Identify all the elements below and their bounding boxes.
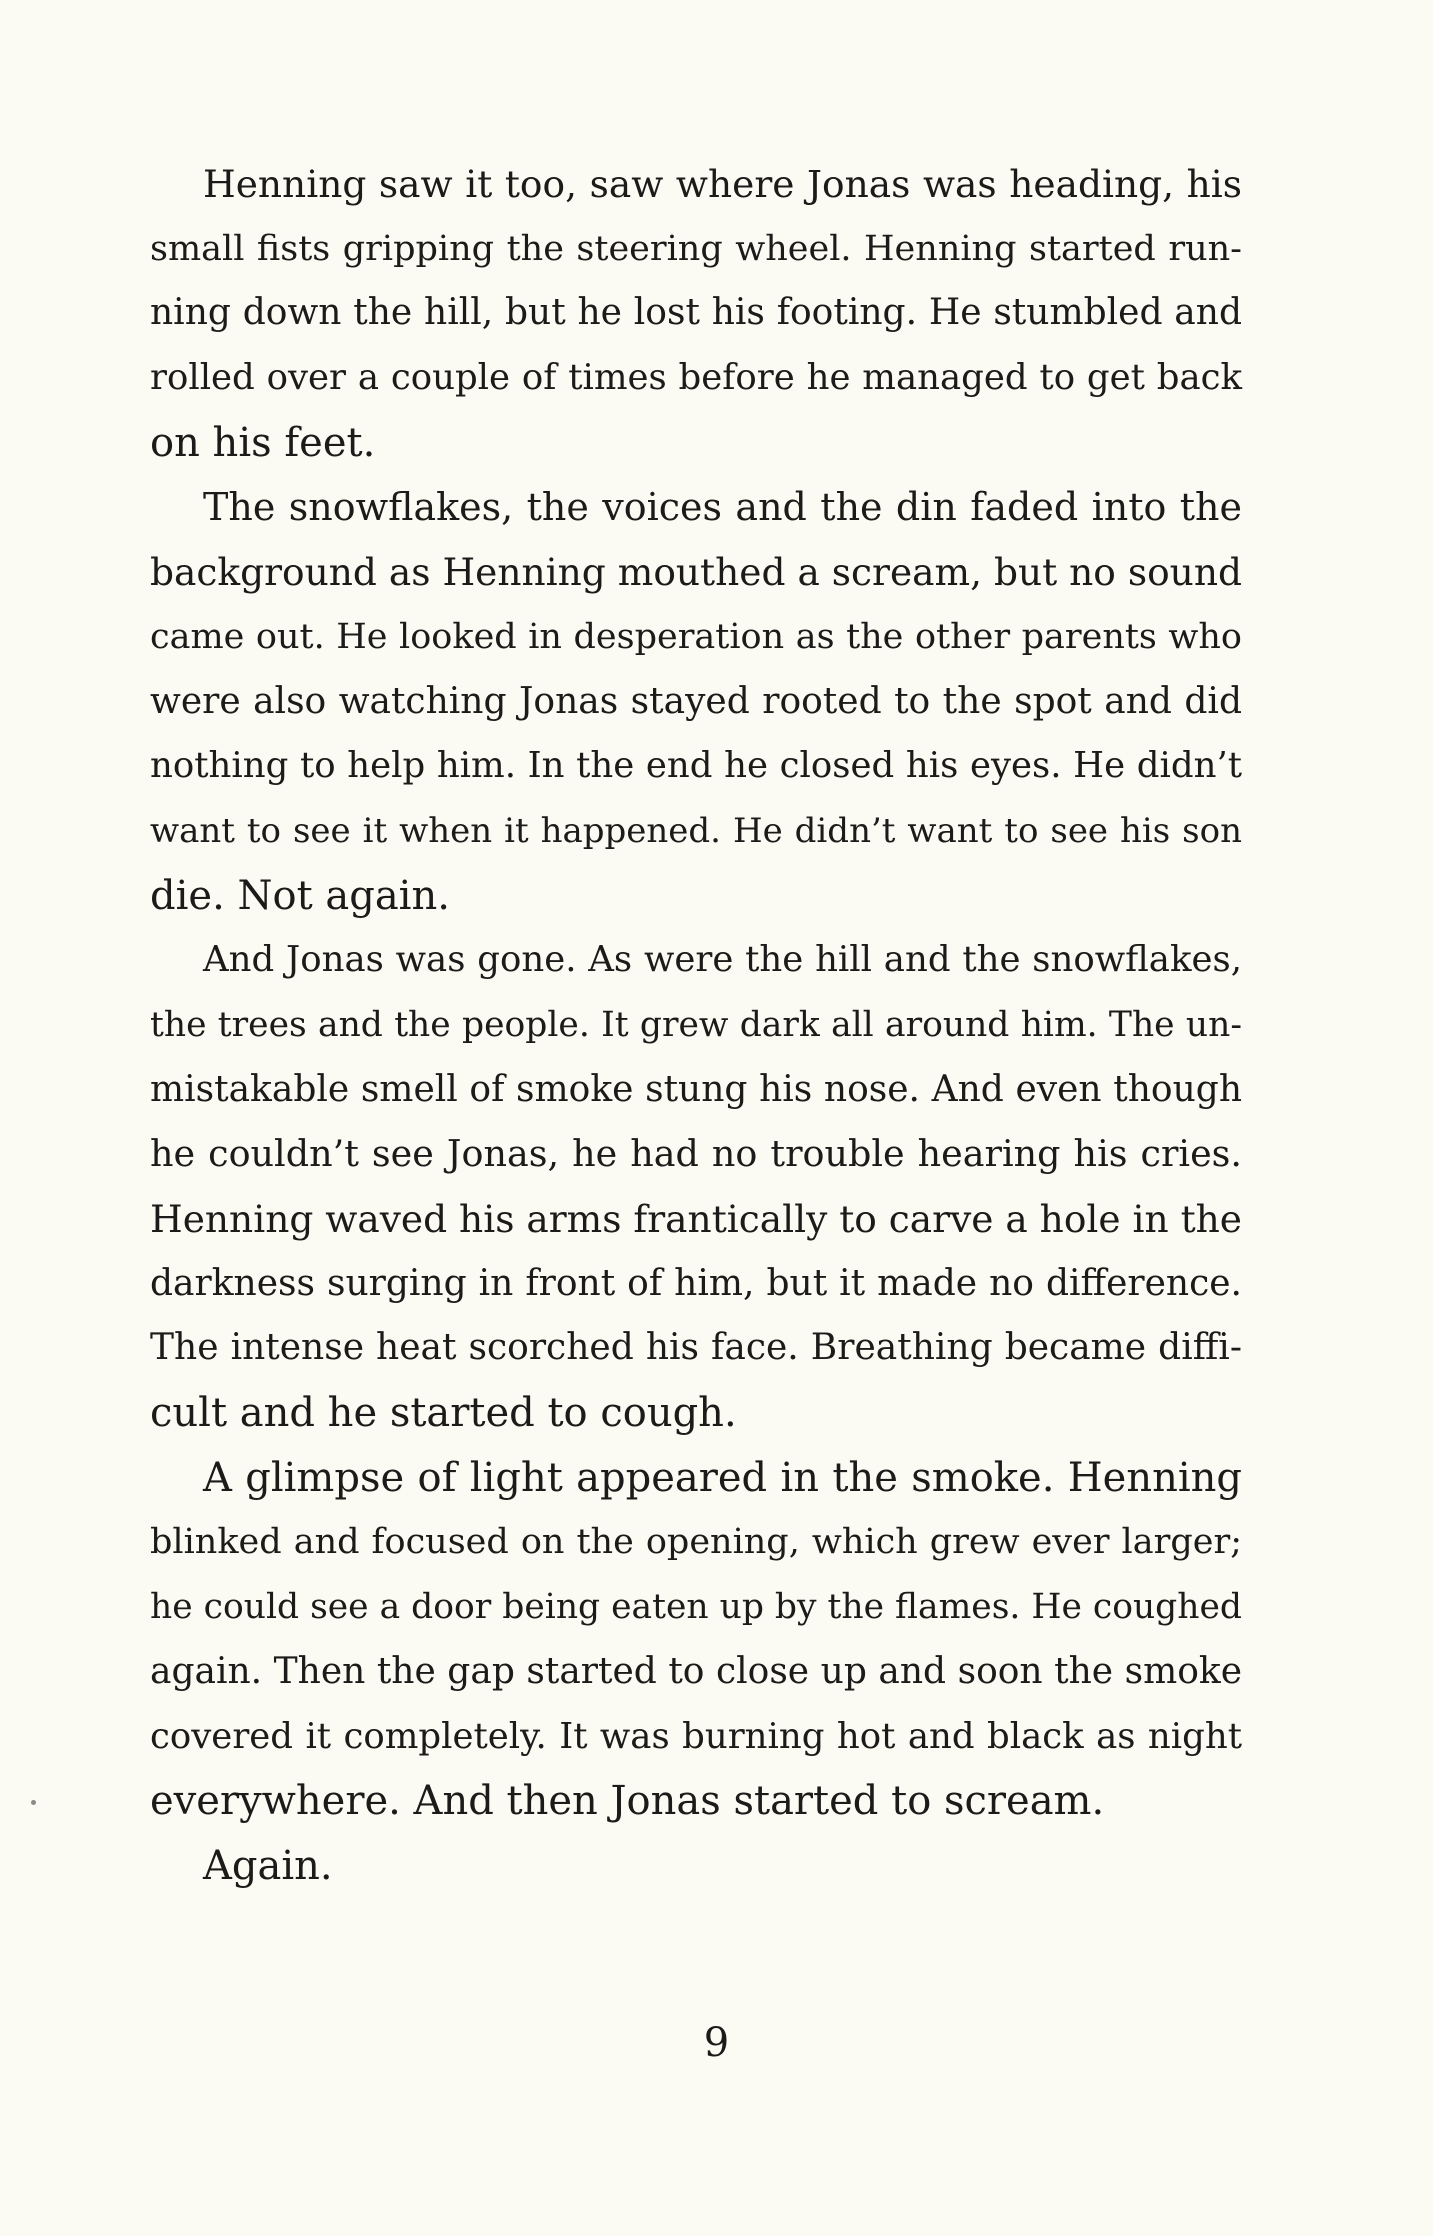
text-line: nothing to help him. In the end he closed his eyes. He didn’t: [150, 745, 1242, 787]
text-line: background as Henning mouthed a scream, but no sound: [150, 550, 1242, 595]
text-line: he couldn’t see Jonas, he had no trouble hearing his cries.: [150, 1132, 1242, 1176]
text-line: blinked and focused on the opening, which grew ever larger;: [150, 1522, 1242, 1563]
body-text: [150, 152, 1242, 1899]
text-line: rolled over a couple of times before he managed to get back: [150, 357, 1242, 399]
text-line: again. Then the gap started to close up and soon the smoke: [150, 1650, 1242, 1692]
text-line: mistakable smell of smoke stung his nose. And even though: [150, 1068, 1242, 1110]
text-line: everywhere. And then Jonas started to scream.: [150, 1778, 1105, 1825]
text-line: cult and he started to cough.: [150, 1390, 737, 1437]
text-line: darkness surging in front of him, but it made no difference.: [150, 1262, 1242, 1304]
page-number: 9: [703, 2020, 730, 2066]
text-line: And Jonas was gone. As were the hill and the snowflakes,: [203, 939, 1242, 981]
text-line: on his feet.: [150, 419, 376, 466]
scan-speck: [31, 1800, 36, 1805]
text-line: covered it completely. It was burning hot and black as night: [150, 1715, 1242, 1757]
text-line: Henning waved his arms frantically to carve a hole in the: [150, 1197, 1242, 1241]
text-line: small fists gripping the steering wheel. Henning started run-: [150, 228, 1242, 269]
text-line: ning down the hill, but he lost his footing. He stumbled and: [150, 292, 1242, 334]
text-line: he could see a door being eaten up by the flames. He coughed: [150, 1587, 1242, 1628]
text-line: The snowflakes, the voices and the din faded into the: [203, 485, 1242, 530]
text-line: A glimpse of light appeared in the smoke. Henning: [203, 1454, 1242, 1501]
text-line: were also watching Jonas stayed rooted to the spot and did: [150, 680, 1242, 722]
text-line: die. Not again.: [150, 872, 450, 919]
text-line: the trees and the people. It grew dark all around him. The un-: [150, 1004, 1242, 1045]
text-line: Again.: [203, 1842, 333, 1889]
text-line: The intense heat scorched his face. Breathing became diffi-: [150, 1327, 1242, 1369]
text-line: Henning saw it too, saw where Jonas was heading, his: [203, 162, 1242, 206]
text-line: came out. He looked in desperation as the other parents who: [150, 616, 1242, 657]
text-line: want to see it when it happened. He didn’t want to see his son: [150, 810, 1242, 851]
